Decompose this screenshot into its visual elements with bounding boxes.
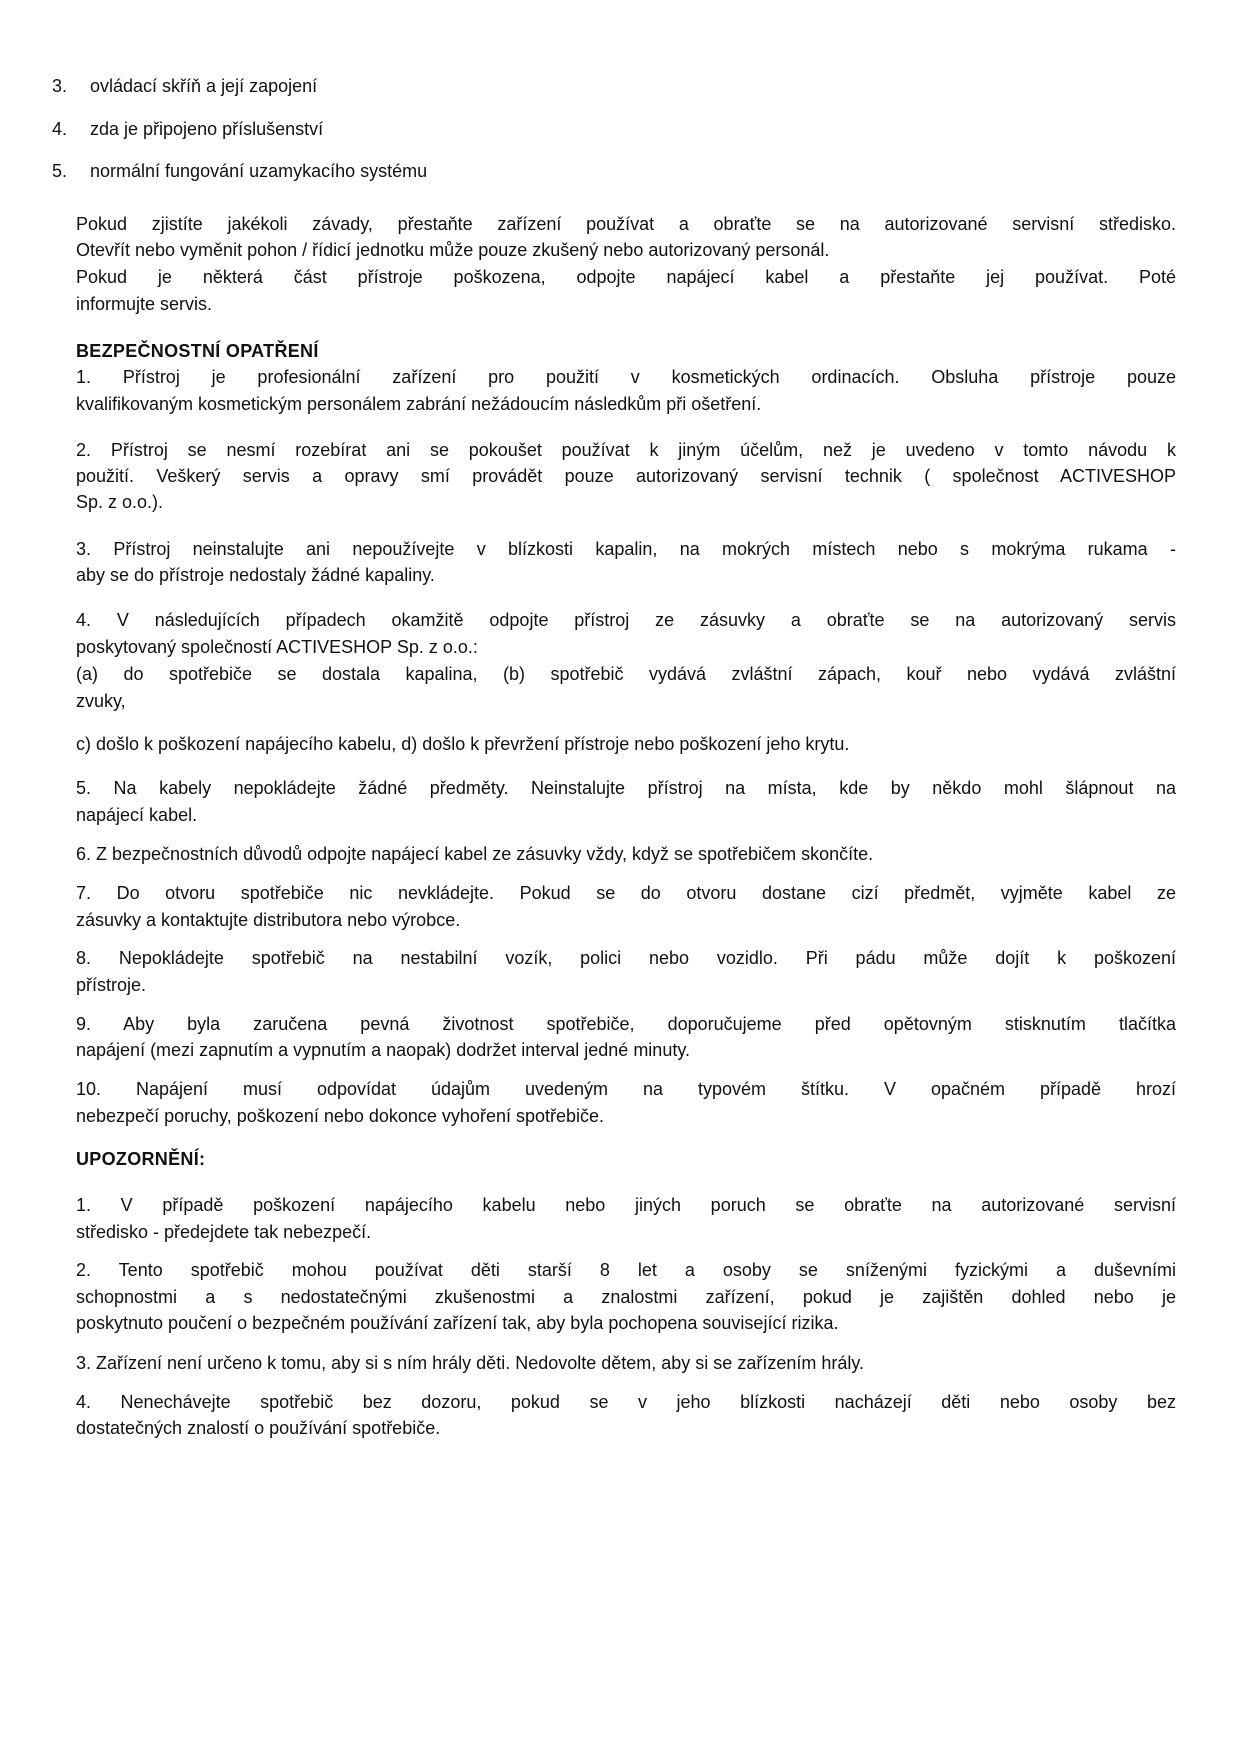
text-line: aby se do přístroje nedostaly žádné kapaliny. <box>76 565 435 585</box>
text-line: přístroje. <box>76 975 147 995</box>
list-item <box>52 116 323 142</box>
text-line: zásuvky a kontaktujte distributora nebo výrobce. <box>76 910 461 930</box>
text-line: 1. V případě poškození napájecího kabelu nebo jiných poruch se obraťte na autorizované servisní <box>76 1195 1176 1215</box>
text-line: 10. Napájení musí odpovídat údajům uvedeným na typovém štítku. V opačném případě hrozí <box>76 1079 1176 1099</box>
text-line: použití. Veškerý servis a opravy smí provádět pouze autorizovaný servisní technik ( společnost ACTIVESHOP <box>76 466 1176 486</box>
text-line: 2. Tento spotřebič mohou používat děti starší 8 let a osoby se sníženými fyzickými a duševními <box>76 1260 1176 1280</box>
text-line: středisko - předejdete tak nebezpečí. <box>76 1222 372 1242</box>
section-heading-warning: UPOZORNĚNÍ: <box>76 1149 206 1169</box>
text-line: schopnostmi a s nedostatečnými zkušenostmi a znalostmi zařízení, pokud je zajištěn dohled nebo je <box>76 1287 1176 1307</box>
text-line: zvuky, <box>76 691 126 711</box>
text-line: 4. Nenechávejte spotřebič bez dozoru, pokud se v jeho blízkosti nacházejí děti nebo osoby bez <box>76 1392 1176 1412</box>
text-line: Pokud je některá část přístroje poškozena, odpojte napájecí kabel a přestaňte jej používat. Poté <box>76 267 1176 287</box>
text-line: c) došlo k poškození napájecího kabelu, d) došlo k převržení přístroje nebo poškození jeho krytu. <box>76 734 850 754</box>
text-line: napájecí kabel. <box>76 805 198 825</box>
list-number: 5. <box>52 161 68 181</box>
text-line: 9. Aby byla zaručena pevná životnost spotřebiče, doporučujeme před opětovným stisknutím tlačítka <box>76 1014 1176 1034</box>
text-line: nebezpečí poruchy, poškození nebo dokonce vyhoření spotřebiče. <box>76 1106 605 1126</box>
list-item <box>52 73 317 99</box>
text-line: 4. V následujících případech okamžitě odpojte přístroj ze zásuvky a obraťte se na autorizovaný servis <box>76 610 1176 630</box>
text-line: 1. Přístroj je profesionální zařízení pro použití v kosmetických ordinacích. Obsluha přístroje pouze <box>76 367 1176 387</box>
text-line: 2. Přístroj se nesmí rozebírat ani se pokoušet používat k jiným účelům, než je uvedeno v tomto návodu k <box>76 440 1176 460</box>
text-line: 3. Zařízení není určeno k tomu, aby si s ním hrály děti. Nedovolte dětem, aby si se zařízením hrály. <box>76 1353 865 1373</box>
list-text: zda je připojeno příslušenství <box>90 119 324 139</box>
text-line: napájení (mezi zapnutím a vypnutím a naopak) dodržet interval jedné minuty. <box>76 1040 690 1060</box>
text-line: Sp. z o.o.). <box>76 492 164 512</box>
text-line: dostatečných znalostí o používání spotřebiče. <box>76 1418 441 1438</box>
text-line: poskytovaný společností ACTIVESHOP Sp. z o.o.: <box>76 637 478 657</box>
text-line: kvalifikovaným kosmetickým personálem zabrání nežádoucím následkům při ošetření. <box>76 394 762 414</box>
list-number: 3. <box>52 76 68 96</box>
text-line: poskytnuto poučení o bezpečném používání zařízení tak, aby byla pochopena související rizika. <box>76 1313 839 1333</box>
text-line: 3. Přístroj neinstalujte ani nepoužívejte v blízkosti kapalin, na mokrých místech nebo s mokrýma rukama - <box>76 539 1176 559</box>
text-line: (a) do spotřebiče se dostala kapalina, (b) spotřebič vydává zvláštní zápach, kouř nebo vydává zvláštní <box>76 664 1176 684</box>
text-line: 6. Z bezpečnostních důvodů odpojte napájecí kabel ze zásuvky vždy, když se spotřebičem skončíte. <box>76 844 874 864</box>
text-line: Otevřít nebo vyměnit pohon / řídicí jednotku může pouze zkušený nebo autorizovaný personál. <box>76 240 830 260</box>
text-line: 8. Nepokládejte spotřebič na nestabilní vozík, polici nebo vozidlo. Při pádu může dojít k poškození <box>76 948 1176 968</box>
section-heading-safety: BEZPEČNOSTNÍ OPATŘENÍ <box>76 341 319 361</box>
list-item <box>52 158 427 184</box>
text-line: 7. Do otvoru spotřebiče nic nevkládejte. Pokud se do otvoru dostane cizí předmět, vyjměte kabel ze <box>76 883 1176 903</box>
text-line: Pokud zjistíte jakékoli závady, přestaňte zařízení používat a obraťte se na autorizované servisní středisko. <box>76 214 1176 234</box>
list-text: normální fungování uzamykacího systému <box>90 161 428 181</box>
text-line: 5. Na kabely nepokládejte žádné předměty. Neinstalujte přístroj na místa, kde by někdo mohl šlápnout na <box>76 778 1176 798</box>
list-number: 4. <box>52 119 68 139</box>
list-text: ovládací skříň a její zapojení <box>90 76 318 96</box>
text-line: informujte servis. <box>76 294 213 314</box>
